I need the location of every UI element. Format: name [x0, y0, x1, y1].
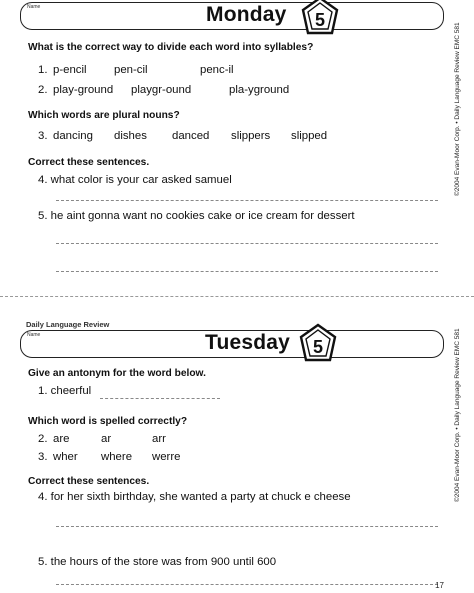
row-1-option-c: penc-il	[200, 64, 234, 76]
row-2-number: 2.	[38, 84, 48, 96]
row-3-option-e: slipped	[291, 130, 328, 142]
name-label: Name	[27, 332, 41, 338]
series-title: Daily Language Review	[26, 320, 110, 329]
sentence-5: 5. the hours of the store was from 900 until 600	[38, 556, 277, 568]
day-title: Monday	[206, 3, 287, 26]
answer-line[interactable]	[56, 584, 438, 585]
row-2-option-c: arr	[152, 433, 166, 445]
row-2-option-b: playgr-ound	[131, 84, 192, 96]
sentence-4: 4. for her sixth birthday, she wanted a party at chuck e cheese	[38, 491, 351, 503]
sentence-1: 1. cheerful	[38, 385, 92, 397]
tuesday-sheet	[0, 298, 474, 593]
answer-line[interactable]	[56, 243, 438, 244]
row-3-number: 3.	[38, 451, 48, 463]
row-3-option-d: slippers	[231, 130, 271, 142]
answer-line[interactable]	[56, 200, 438, 201]
row-1-option-b: pen-cil	[114, 64, 148, 76]
row-3-option-a: wher	[53, 451, 78, 463]
row-1-option-a: p-encil	[53, 64, 87, 76]
answer-line[interactable]	[56, 271, 438, 272]
row-2-option-c: pla-yground	[229, 84, 290, 96]
row-1-number: 1.	[38, 64, 48, 76]
row-3-option-c: werre	[152, 451, 181, 463]
week-badge-icon	[300, 0, 340, 36]
row-3-option-a: dancing	[53, 130, 93, 142]
page-divider	[0, 296, 474, 297]
week-badge-icon	[298, 323, 338, 363]
row-2-number: 2.	[38, 433, 48, 445]
question-plurals: Which words are plural nouns?	[28, 110, 180, 121]
row-2-option-a: play-ground	[53, 84, 114, 96]
week-number: 5	[314, 10, 326, 30]
row-3-option-b: dishes	[114, 130, 147, 142]
row-3-option-b: where	[101, 451, 133, 463]
row-3-number: 3.	[38, 130, 48, 142]
question-antonym: Give an antonym for the word below.	[28, 368, 206, 379]
sentence-4: 4. what color is your car asked samuel	[38, 174, 232, 186]
question-correct-sentences: Correct these sentences.	[28, 476, 150, 487]
week-number: 5	[312, 337, 324, 357]
row-2-option-b: ar	[101, 433, 112, 445]
sentence-5: 5. he aint gonna want no cookies cake or ice cream for dessert	[38, 210, 355, 222]
question-syllables: What is the correct way to divide each word into syllables?	[28, 42, 314, 53]
question-spelling: Which word is spelled correctly?	[28, 416, 188, 427]
answer-line[interactable]	[100, 398, 220, 399]
row-3-option-c: danced	[172, 130, 210, 142]
name-label: Name	[27, 4, 41, 10]
monday-sheet	[0, 0, 474, 296]
question-correct-sentences: Correct these sentences.	[28, 157, 150, 168]
page-number: 17	[435, 581, 444, 590]
row-2-option-a: are	[53, 433, 70, 445]
answer-line[interactable]	[56, 526, 438, 527]
day-title: Tuesday	[205, 331, 291, 354]
copyright-note: ©2004 Evan-Moor Corp. • Daily Language Review EMC 581	[454, 328, 461, 502]
copyright-note: ©2004 Evan-Moor Corp. • Daily Language Review EMC 581	[454, 22, 461, 196]
